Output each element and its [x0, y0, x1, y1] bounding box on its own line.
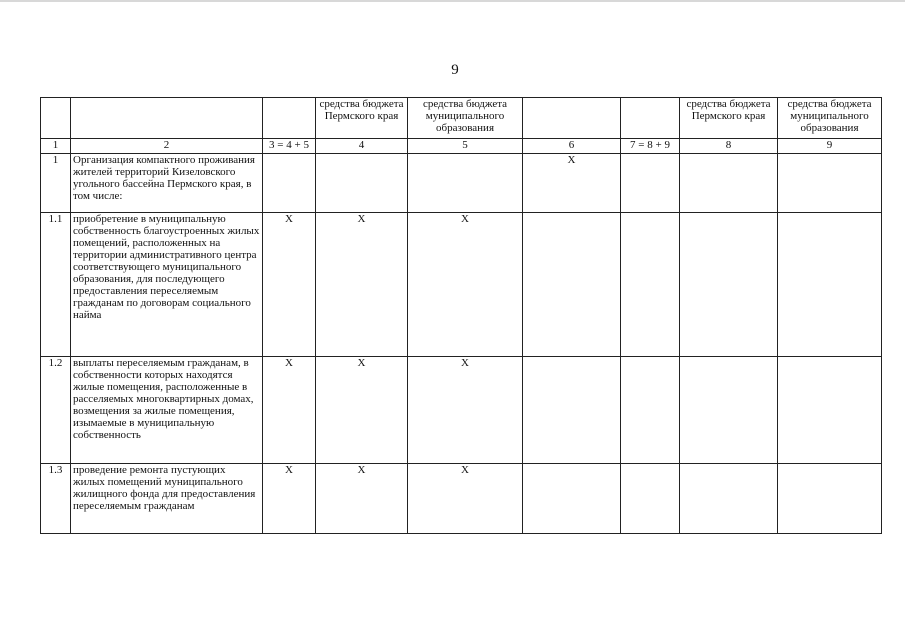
cell-regional-1: X: [316, 213, 408, 357]
cell-6: X: [523, 154, 621, 213]
header-cell: [621, 98, 680, 139]
cell-municipal-1: X: [408, 213, 523, 357]
row-name: выплаты переселяемым гражданам, в собственности которых находятся жилые помещения, расположенные в расселяемых многоквартирных домах, возмещения за жилые помещения, изымаемые в муниципальную собственность: [71, 357, 263, 464]
table-row: [41, 464, 882, 534]
cell-6: [523, 213, 621, 357]
header-row: [41, 98, 882, 139]
cell-total-1: X: [263, 464, 316, 534]
cell-regional-1: X: [316, 357, 408, 464]
column-number: 6: [523, 139, 621, 154]
cell-total-2: [621, 154, 680, 213]
row-name: приобретение в муниципальную собственность благоустроенных жилых помещений, расположенных на территории административного центра соответствующего муниципального образования, для последующего предоставления переселяемым гражданам по договорам социального найма: [71, 213, 263, 357]
table-row: [41, 154, 882, 213]
header-cell-municipal-budget: средства бюджета муниципального образования: [408, 98, 523, 139]
cell-municipal-1: X: [408, 357, 523, 464]
cell-municipal-1: [408, 154, 523, 213]
table-row: [41, 213, 882, 357]
column-number: 3 = 4 + 5: [263, 139, 316, 154]
column-number: 7 = 8 + 9: [621, 139, 680, 154]
cell-municipal-2: [778, 154, 882, 213]
cell-regional-1: [316, 154, 408, 213]
cell-municipal-1: X: [408, 464, 523, 534]
cell-6: [523, 357, 621, 464]
cell-regional-2: [680, 154, 778, 213]
scan-edge: [0, 0, 905, 2]
cell-regional-2: [680, 357, 778, 464]
cell-6: [523, 464, 621, 534]
header-cell: [71, 98, 263, 139]
row-number: 1: [41, 154, 71, 213]
column-number: 5: [408, 139, 523, 154]
header-cell: [523, 98, 621, 139]
cell-total-1: X: [263, 357, 316, 464]
row-number: 1.3: [41, 464, 71, 534]
header-cell: [263, 98, 316, 139]
column-number: 2: [71, 139, 263, 154]
budget-table: [40, 97, 882, 534]
cell-regional-2: [680, 464, 778, 534]
cell-total-2: [621, 357, 680, 464]
cell-municipal-2: [778, 357, 882, 464]
cell-municipal-2: [778, 464, 882, 534]
cell-total-1: [263, 154, 316, 213]
row-name: Организация компактного проживания жителей территорий Кизеловского угольного бассейна Пермского края, в том числе:: [71, 154, 263, 213]
header-cell: [41, 98, 71, 139]
column-number: 8: [680, 139, 778, 154]
page-number: 9: [451, 62, 459, 78]
row-number: 1.1: [41, 213, 71, 357]
table-row: [41, 357, 882, 464]
header-cell-municipal-budget: средства бюджета муниципального образования: [778, 98, 882, 139]
column-number: 1: [41, 139, 71, 154]
cell-total-1: X: [263, 213, 316, 357]
column-number: 4: [316, 139, 408, 154]
column-number-row: [41, 139, 882, 154]
cell-regional-2: [680, 213, 778, 357]
cell-municipal-2: [778, 213, 882, 357]
header-cell-regional-budget: средства бюджета Пермского края: [316, 98, 408, 139]
cell-total-2: [621, 464, 680, 534]
cell-regional-1: X: [316, 464, 408, 534]
column-number: 9: [778, 139, 882, 154]
cell-total-2: [621, 213, 680, 357]
header-cell-regional-budget: средства бюджета Пермского края: [680, 98, 778, 139]
row-number: 1.2: [41, 357, 71, 464]
row-name: проведение ремонта пустующих жилых помещений муниципального жилищного фонда для предоставления переселяемым гражданам: [71, 464, 263, 534]
